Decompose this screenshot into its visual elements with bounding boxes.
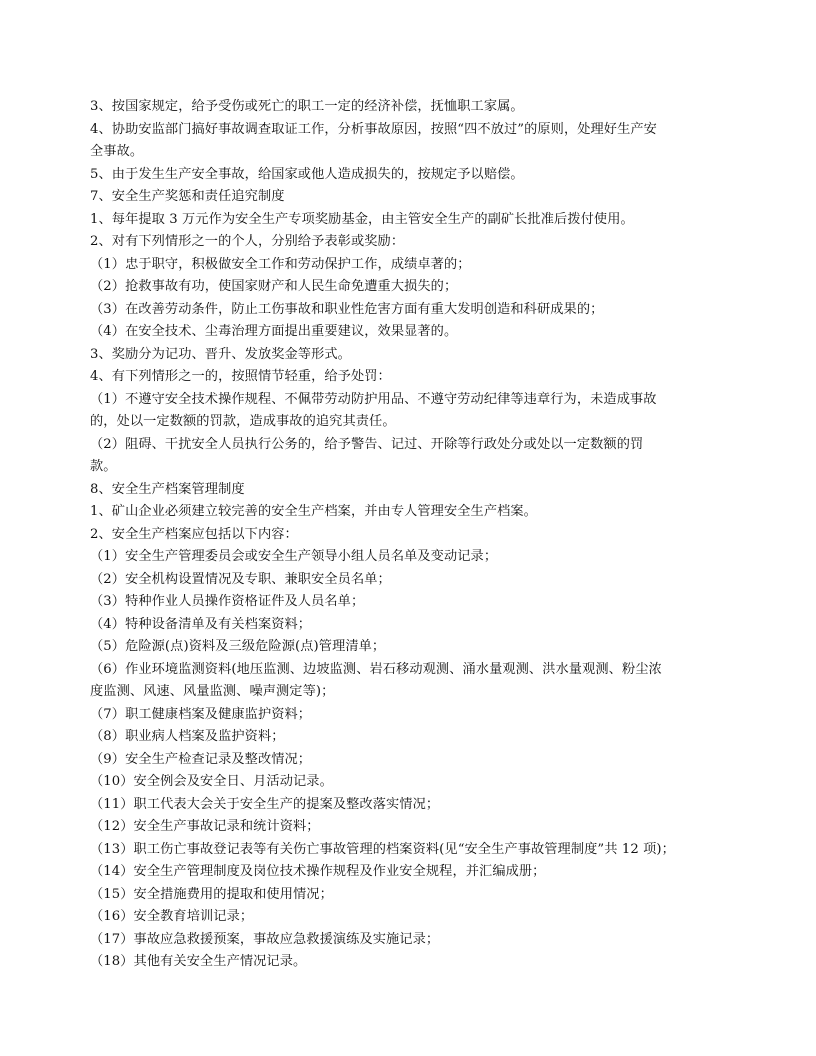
text-line: （2）安全机构设置情况及专职、兼职安全员名单；: [90, 571, 391, 587]
text-line: （13）职工伤亡事故登记表等有关伤亡事故管理的档案资料(见“安全生产事故管理制度”共 12 项)；: [90, 841, 675, 857]
text-line: 3、奖励分为记功、晋升、发放奖金等形式。: [90, 346, 351, 362]
text-line: （1）安全生产管理委员会或安全生产领导小组人员名单及变动记录；: [90, 549, 498, 564]
text-line: （2）阻碍、干扰安全人员执行公务的，给予警告、记过、开除等行政处分或处以一定数额的罚: [90, 436, 644, 452]
text-line: （3）特种作业人员操作资格证件及人员名单；: [90, 594, 365, 609]
text-line: （17）事故应急救援预案，事故应急救援演练及实施记录；: [90, 931, 440, 947]
text-line: 4、协助安监部门搞好事故调查取证工作，分析事故原因，按照“四不放过”的原则，处理好生产安: [90, 121, 657, 137]
text-line: 8、安全生产档案管理制度: [90, 481, 245, 497]
text-line: 全事故。: [90, 144, 144, 159]
text-line: （2）抢救事故有功，使国家财产和人民生命免遭重大损失的；: [90, 279, 458, 294]
text-line: 1、每年提取 3 万元作为安全生产专项奖励基金，由主管安全生产的副矿长批准后拨付使用。: [90, 211, 634, 227]
text-line: （14）安全生产管理制度及岗位技术操作规程及作业安全规程，并汇编成册；: [90, 864, 546, 879]
text-line: 5、由于发生生产安全事故，给国家或他人造成损失的，按规定予以赔偿。: [90, 166, 524, 182]
text-line: 7、安全生产奖惩和责任追究制度: [90, 189, 285, 204]
text-line: （3）在改善劳动条件，防止工伤事故和职业性危害方面有重大发明创造和科研成果的；: [90, 301, 604, 317]
text-line: 款。: [90, 459, 117, 474]
text-line: （15）安全措施费用的提取和使用情况；: [90, 886, 333, 902]
text-line: （4）在安全技术、尘毒治理方面提出重要建议，效果显著的。: [90, 324, 458, 339]
text-line: 1、矿山企业必须建立较完善的安全生产档案，并由专人管理安全生产档案。: [90, 504, 537, 519]
text-line: 2、安全生产档案应包括以下内容：: [90, 526, 298, 542]
text-line: （7）职工健康档案及健康监护资料；: [90, 706, 312, 722]
text-line: （1）忠于职守，积极做安全工作和劳动保护工作，成绩卓著的；: [90, 256, 471, 272]
text-line: （18）其他有关安全生产情况记录。: [90, 954, 307, 969]
text-line: （4）特种设备清单及有关档案资料；: [90, 616, 312, 632]
text-line: 3、按国家规定，给予受伤或死亡的职工一定的经济补偿，抚恤职工家属。: [90, 99, 524, 114]
text-line: 2、对有下列情形之一的个人，分别给予表彰或奖励：: [90, 234, 405, 249]
text-line: 的，处以一定数额的罚款，造成事故的追究其责任。: [90, 414, 396, 429]
text-line: （16）安全教育培训记录；: [90, 909, 254, 924]
text-line: 度监测、风速、风量监测、噪声测定等)；: [90, 684, 335, 699]
text-line: （9）安全生产检查记录及整改情况；: [90, 751, 312, 767]
text-line: （8）职业病人档案及监护资料；: [90, 729, 285, 744]
text-line: 4、有下列情形之一的，按照情节轻重，给予处罚：: [90, 369, 391, 384]
text-line: （5）危险源(点)资料及三级危险源(点)管理清单；: [90, 639, 386, 654]
text-line: （1）不遵守安全技术操作规程、不佩带劳动防护用品、不遵守劳动纪律等违章行为，未造成事故: [90, 391, 657, 407]
text-line: （11）职工代表大会关于安全生产的提案及整改落实情况；: [90, 796, 440, 812]
text-line: （10）安全例会及安全日、月活动记录。: [90, 774, 333, 789]
text-line: （6）作业环境监测资料(地压监测、边坡监测、岩石移动观测、涌水量观测、洪水量观测、粉尘浓: [90, 661, 662, 677]
text-line: （12）安全生产事故记录和统计资料；: [90, 819, 320, 834]
document-body: [90, 96, 740, 974]
